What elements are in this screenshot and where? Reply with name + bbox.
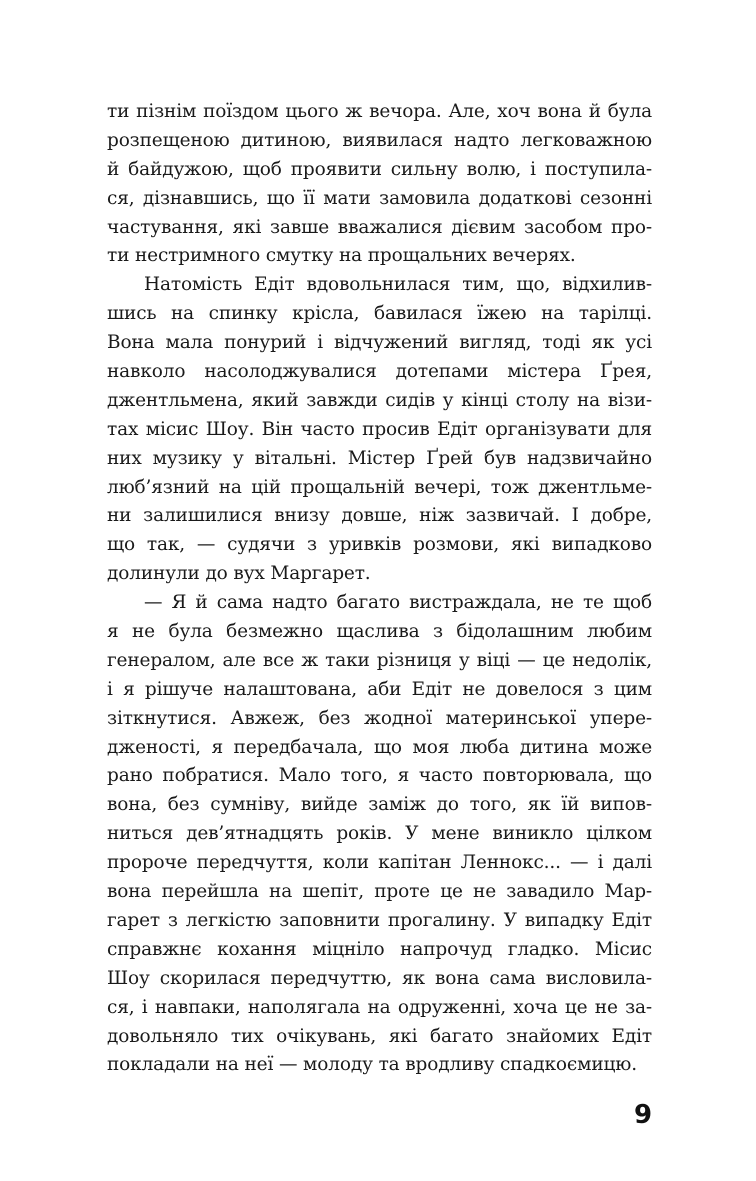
text-line: пророче передчуття, коли капітан Леннокс... — і далі (107, 852, 652, 874)
text-line: Натомість Едіт вдовольнилася тим, що, відхилив- (144, 274, 652, 296)
text-line: ни залишилися внизу довше, ніж зазвичай. І добре, (107, 505, 652, 527)
text-line: ти нестримного смутку на прощальних вечерях. (107, 245, 576, 267)
text-line: гарет з легкістю заповнити прогалину. У випадку Едіт (107, 909, 652, 931)
text-line: й байдужою, щоб проявити сильну волю, і поступила- (107, 158, 652, 180)
text-line: джентльмена, який завжди сидів у кінці столу на візи- (107, 389, 652, 411)
text-line: вона перейшла на шепіт, проте це не завадило Мар- (107, 881, 652, 903)
text-line: частування, які завше вважалися дієвим засобом про- (107, 216, 652, 238)
text-line: вона, без сумніву, вийде заміж до того, як їй випов- (107, 794, 652, 816)
text-line: Вона мала понурий і відчужений вигляд, тоді як усі (107, 332, 652, 354)
paragraph (107, 271, 652, 589)
page-number: 9 (633, 1100, 653, 1130)
paragraph (107, 98, 652, 271)
text-line: довольняло тих очікувань, які багато знайомих Едіт (107, 1025, 652, 1047)
text-line: що так, — судячи з уривків розмови, які випадково (107, 534, 652, 556)
text-line: ти пізнім поїздом цього ж вечора. Але, хоч вона й була (107, 101, 652, 122)
text-line: ниться дев’ятнадцять років. У мене виникло цілком (107, 823, 652, 845)
text-line: шись на спинку крісла, бавилася їжею на тарілці. (107, 303, 652, 325)
text-line: — Я й сама надто багато вистраждала, не те щоб (144, 592, 652, 614)
text-line: справжнє кохання міцніло напрочуд гладко. Місис (107, 938, 652, 960)
text-line: тах місис Шоу. Він часто просив Едіт організувати для (107, 418, 652, 440)
text-line: покладали на неї — молоду та вродливу спадкоємицю. (107, 1054, 637, 1076)
text-line: люб’язний на цій прощальній вечері, тож джентльме- (107, 476, 652, 498)
book-page-text (107, 98, 652, 1080)
text-line: долинули до вух Маргарет. (107, 563, 371, 585)
text-line: зіткнутися. Авжеж, без жодної материнської упере- (107, 707, 652, 729)
text-line: ся, і навпаки, наполягала на одруженні, хоча це не за- (107, 996, 652, 1018)
paragraph (107, 589, 652, 1080)
text-line: навколо насолоджувалися дотепами містера Ґрея, (107, 361, 652, 383)
text-line: рано побратися. Мало того, я часто повторювала, що (107, 765, 652, 787)
text-line: я не була безмежно щаслива з бідолашним любим (107, 621, 652, 643)
text-line: і я рішуче налаштована, аби Едіт не довелося з цим (107, 678, 652, 700)
text-line: Шоу скорилася передчуттю, як вона сама висловила- (107, 967, 652, 989)
text-line: ся, дізнавшись, що її мати замовила додаткові сезонні (107, 187, 652, 209)
text-line: генералом, але все ж таки різниця у віці — це недолік, (107, 649, 652, 671)
text-line: них музику у вітальні. Містер Ґрей був надзвичайно (107, 447, 652, 469)
text-line: розпещеною дитиною, виявилася надто легковажною (107, 129, 652, 151)
text-line: дженості, я передбачала, що моя люба дитина може (107, 736, 652, 758)
